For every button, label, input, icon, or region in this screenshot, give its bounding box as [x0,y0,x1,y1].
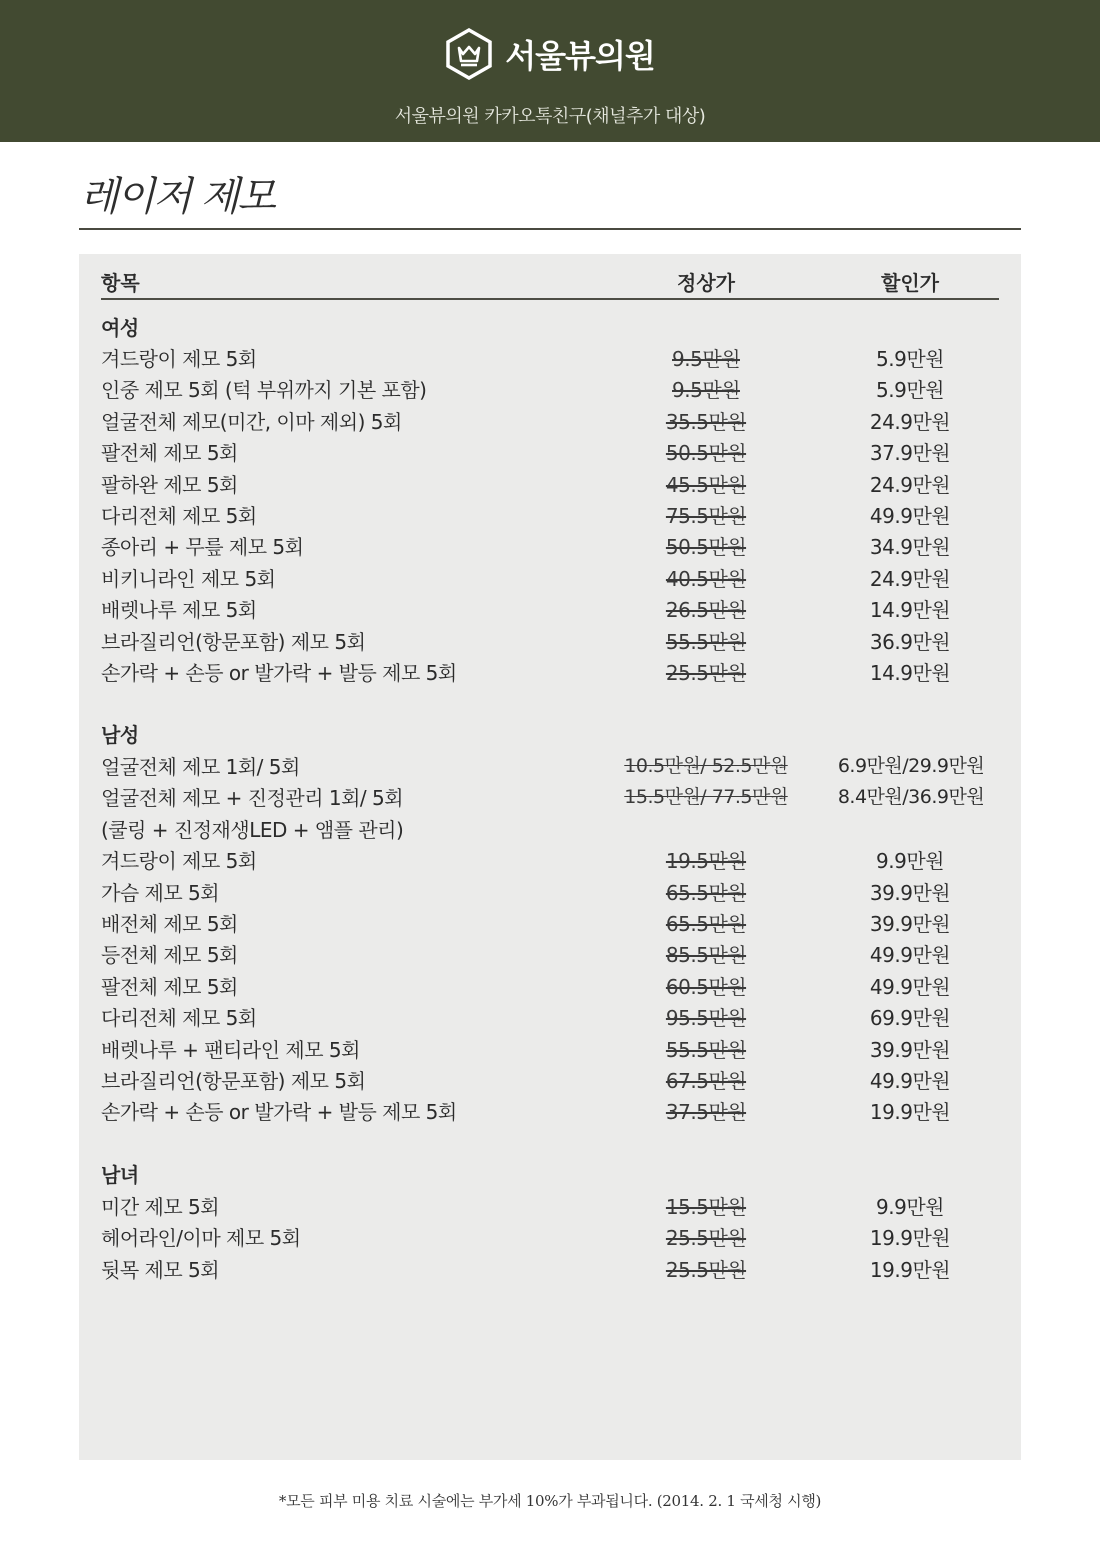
regular-price: 65.5만원 [665,912,747,936]
discount-price: 69.9만원 [869,1006,951,1031]
discount-price: 49.9만원 [869,974,951,999]
table-row [101,531,999,561]
item-name: 배렛나루 + 팬티라인 제모 5회 [101,1037,360,1062]
item-name: 브라질리언(항문포함) 제모 5회 [101,629,366,654]
table-row [101,845,999,875]
table-row [101,1254,999,1284]
item-name: 팔하완 제모 5회 [101,472,238,497]
regular-price: 35.5만원 [665,409,747,434]
table-row [101,563,999,593]
table-row [101,751,999,781]
regular-price: 15.5만원 [665,1195,747,1219]
group-label-unisex: 남녀 [101,1163,139,1187]
item-name: 뒷목 제모 5회 [101,1257,220,1282]
regular-price: 37.5만원 [665,1100,747,1125]
table-row [101,971,999,1001]
discount-price: 5.9만원 [876,347,944,371]
item-name: 얼굴전체 제모 + 진정관리 1회/ 5회 [101,786,404,811]
discount-price: 36.9만원 [869,629,951,654]
table-row [101,908,999,938]
regular-price: 50.5만원 [665,441,747,466]
column-header-discount: 할인가 [881,271,939,295]
regular-price: 9.5만원 [672,347,740,371]
discount-price: 39.9만원 [869,912,951,936]
item-name: 겨드랑이 제모 5회 [101,347,257,371]
discount-price: 5.9만원 [876,378,944,403]
discount-price: 39.9만원 [869,880,951,905]
group-label-women: 여성 [101,316,139,340]
title-divider [79,228,1021,230]
vat-footnote: *모든 피부 미용 치료 시술에는 부가세 10%가 부과됩니다. (2014. 2. 1 국세청 시행) [278,1492,822,1510]
table-row [101,594,999,624]
regular-price: 67.5만원 [665,1069,747,1093]
regular-price: 45.5만원 [665,472,747,497]
brand-name: 서울뷰의원 [505,37,655,75]
table-row [101,1222,999,1252]
discount-price: 9.9만원 [876,849,944,874]
item-name: 팔전체 제모 5회 [101,974,238,999]
column-header-item: 항목 [101,271,140,295]
discount-price: 14.9만원 [869,661,951,685]
regular-price: 95.5만원 [665,1006,747,1031]
discount-price: 24.9만원 [869,566,951,591]
discount-price: 6.9만원/29.9만원 [837,755,985,777]
item-name: 다리전체 제모 5회 [101,1006,257,1031]
discount-price: 49.9만원 [869,1069,951,1093]
table-row [101,877,999,907]
regular-price: 55.5만원 [665,629,747,654]
table-row [101,437,999,467]
regular-price: 60.5만원 [665,974,747,999]
regular-price: 25.5만원 [665,1257,747,1282]
table-row [101,500,999,530]
discount-price: 49.9만원 [869,504,951,528]
discount-price: 19.9만원 [869,1100,951,1125]
discount-price: 34.9만원 [869,535,951,560]
table-row [101,1034,999,1064]
discount-price: 19.9만원 [869,1226,951,1251]
regular-price: 9.5만원 [672,378,740,403]
header-banner [0,0,1100,142]
column-header-regular: 정상가 [677,271,735,295]
item-name: 배렛나루 제모 5회 [101,598,257,623]
item-name: 손가락 + 손등 or 발가락 + 발등 제모 5회 [101,661,457,685]
table-row [101,1191,999,1221]
regular-price: 85.5만원 [665,943,747,968]
discount-price: 19.9만원 [869,1257,951,1282]
discount-price: 24.9만원 [869,472,951,497]
item-name: 얼굴전체 제모(미간, 이마 제외) 5회 [101,409,402,434]
discount-price: 37.9만원 [869,441,951,466]
page-title: 레이저 제모 [80,174,274,220]
table-row [101,782,999,812]
item-name: 종아리 + 무릎 제모 5회 [101,535,304,560]
item-name: 가슴 제모 5회 [101,880,220,905]
item-name: 인중 제모 5회 (턱 부위까지 기본 포함) [101,378,427,403]
item-name: 다리전체 제모 5회 [101,504,257,528]
table-row [101,657,999,687]
item-name: 미간 제모 5회 [101,1195,220,1219]
table-row [101,939,999,969]
discount-price: 14.9만원 [869,598,951,623]
regular-price: 65.5만원 [665,880,747,905]
item-name: 손가락 + 손등 or 발가락 + 발등 제모 5회 [101,1100,457,1125]
regular-price: 26.5만원 [665,598,747,623]
regular-price: 19.5만원 [665,849,747,874]
discount-price: 8.4만원/36.9만원 [837,786,985,809]
table-header [101,262,999,300]
table-row [101,406,999,436]
discount-price: 49.9만원 [869,943,951,968]
group-label-men: 남성 [101,723,139,747]
care-note: (쿨링 + 진정재생LED + 앰플 관리) [101,817,404,842]
item-name: 겨드랑이 제모 5회 [101,849,257,874]
hexagon-crown-logo-icon [445,28,493,80]
table-row [101,343,999,373]
item-name: 얼굴전체 제모 1회/ 5회 [101,755,300,779]
table-row [101,374,999,404]
item-name: 팔전체 제모 5회 [101,441,238,466]
table-row [101,1096,999,1126]
discount-price: 9.9만원 [876,1195,944,1219]
regular-price: 55.5만원 [665,1037,747,1062]
discount-price: 24.9만원 [869,409,951,434]
table-row [101,1002,999,1032]
brand [0,28,1100,80]
item-name: 헤어라인/이마 제모 5회 [101,1226,301,1251]
regular-price: 25.5만원 [665,1226,747,1251]
item-name: 비키니라인 제모 5회 [101,566,276,591]
table-row [101,1065,999,1095]
item-name: 등전체 제모 5회 [101,943,238,968]
regular-price: 75.5만원 [665,504,747,528]
header-subtitle: 서울뷰의원 카카오톡친구(채널추가 대상) [394,106,706,127]
regular-price: 10.5만원/ 52.5만원 [624,755,788,777]
regular-price: 15.5만원/ 77.5만원 [624,786,788,809]
table-row [101,626,999,656]
regular-price: 40.5만원 [665,566,747,591]
regular-price: 25.5만원 [665,661,747,685]
regular-price: 50.5만원 [665,535,747,560]
table-row [101,469,999,499]
discount-price: 39.9만원 [869,1037,951,1062]
item-name: 배전체 제모 5회 [101,912,238,936]
item-name: 브라질리언(항문포함) 제모 5회 [101,1069,366,1093]
